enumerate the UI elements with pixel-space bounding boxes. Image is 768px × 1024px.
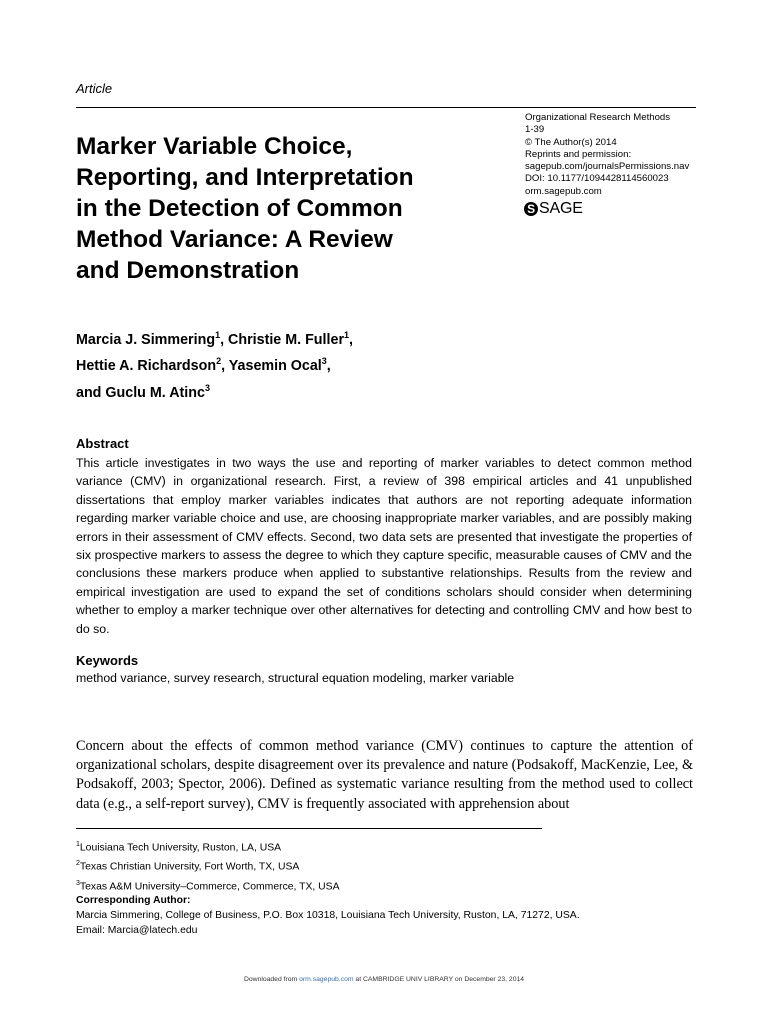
title-line: in the Detection of Common (76, 195, 403, 222)
affiliation-marker: 2 (216, 356, 222, 367)
corresponding-details (76, 909, 580, 938)
author-name: , Christie M. Fuller (220, 331, 345, 348)
affiliation-marker: 1 (215, 330, 221, 340)
title-line: Method Variance: A Review (76, 226, 393, 253)
keywords-text: method variance, survey research, structural equation modeling, marker variable (76, 671, 515, 685)
header-rule (76, 107, 696, 108)
affiliation-text: Texas Christian University, Fort Worth, TX, USA (79, 861, 300, 873)
author-line (76, 378, 536, 404)
affiliation-item (76, 856, 340, 875)
download-notice (0, 976, 768, 983)
corresponding-email[interactable]: Email: Marcia@latech.edu (76, 924, 198, 936)
affiliation-marker: 1 (344, 330, 350, 340)
page-range: 1-39 (525, 124, 545, 136)
affiliation-marker: 3 (204, 382, 210, 393)
title-line: and Demonstration (76, 257, 300, 284)
author-name: Marcia J. Simmering (76, 331, 216, 348)
author-line (76, 351, 536, 377)
paper-title (76, 131, 496, 286)
doi[interactable]: DOI: 10.1177/1094428114560023 (525, 173, 669, 185)
sage-logo-icon: S (524, 202, 538, 216)
title-line: Marker Variable Choice, (76, 133, 353, 160)
affiliation-item (76, 837, 340, 856)
title-line: Reporting, and Interpretation (76, 164, 414, 191)
article-type-label: Article (76, 81, 113, 96)
download-link[interactable]: orm.sagepub.com (299, 976, 354, 983)
author-name: Hettie A. Richardson (76, 358, 217, 375)
sage-logo-text: SAGE (539, 200, 583, 217)
keywords-heading: Keywords (76, 653, 139, 668)
affiliation-text: Louisiana Tech University, Ruston, LA, USA (79, 842, 282, 854)
copyright: © The Author(s) 2014 (525, 136, 617, 148)
author-name: and Guclu M. Atinc (76, 384, 205, 401)
reprints-link[interactable]: sagepub.com/journalsPermissions.nav (525, 161, 690, 173)
affiliation-marker: 3 (321, 356, 327, 367)
author-separator: , (326, 358, 331, 375)
author-list (76, 325, 536, 404)
footnote-rule (76, 828, 542, 829)
journal-name: Organizational Research Methods (525, 112, 671, 123)
affiliations (76, 837, 340, 895)
author-separator: , (349, 331, 354, 348)
author-line (76, 325, 536, 351)
abstract-heading: Abstract (76, 436, 129, 451)
reprints-label: Reprints and permission: (525, 148, 632, 160)
author-name: , Yasemin Ocal (221, 358, 322, 375)
affiliation-number: 3 (76, 879, 80, 887)
affiliation-item (76, 876, 340, 895)
affiliation-number: 2 (76, 860, 80, 868)
journal-info (525, 112, 705, 198)
download-prefix: Downloaded from (243, 976, 300, 983)
affiliation-text: Texas A&M University–Commerce, Commerce, TX, USA (79, 881, 340, 893)
affiliation-number: 1 (76, 841, 80, 848)
sage-logo (524, 200, 583, 218)
download-suffix: at CAMBRIDGE UNIV LIBRARY on December 23, 2014 (353, 976, 525, 983)
corresponding-heading: Corresponding Author: (76, 895, 191, 906)
corresponding-address: Marcia Simmering, College of Business, P.O. Box 10318, Louisiana Tech University, Ruston, LA, 71272, USA. (76, 910, 580, 921)
journal-site[interactable]: orm.sagepub.com (525, 185, 602, 197)
body-paragraph: Concern about the effects of common method variance (CMV) continues to capture the attention of organizational scholars, despite disagreement over its prevalence and nature (Podsakoff, MacKenzie, Lee, & Podsakoff, 2003; Spector, 2006). Defined as systematic variance resulting from the method used to collect data (e.g., a self-report survey), CMV is frequently associated with apprehension about (76, 738, 693, 812)
abstract-text: This article investigates in two ways the use and reporting of marker variables to detect common method variance (CMV) in organizational research. First, a review of 398 empirical articles and 41 unpublished dissertations that employ marker variables indicates that authors are not reporting adequate information regarding marker variable choice and use, are choosing inappropriate marker variables, and are possibly making errors in their assessment of CMV effects. Second, two data sets are presented that investigate the properties of six prospective markers to assess the degree to which they capture specific, measurable causes of CMV and the conclusions these markers produce when applied to substantive relationships. Results from the review and empirical investigation are used to expand the set of conditions scholars should consider when determining whether to employ a marker technique over other alternatives for detecting and controlling CMV and how best to do so. (76, 456, 692, 636)
